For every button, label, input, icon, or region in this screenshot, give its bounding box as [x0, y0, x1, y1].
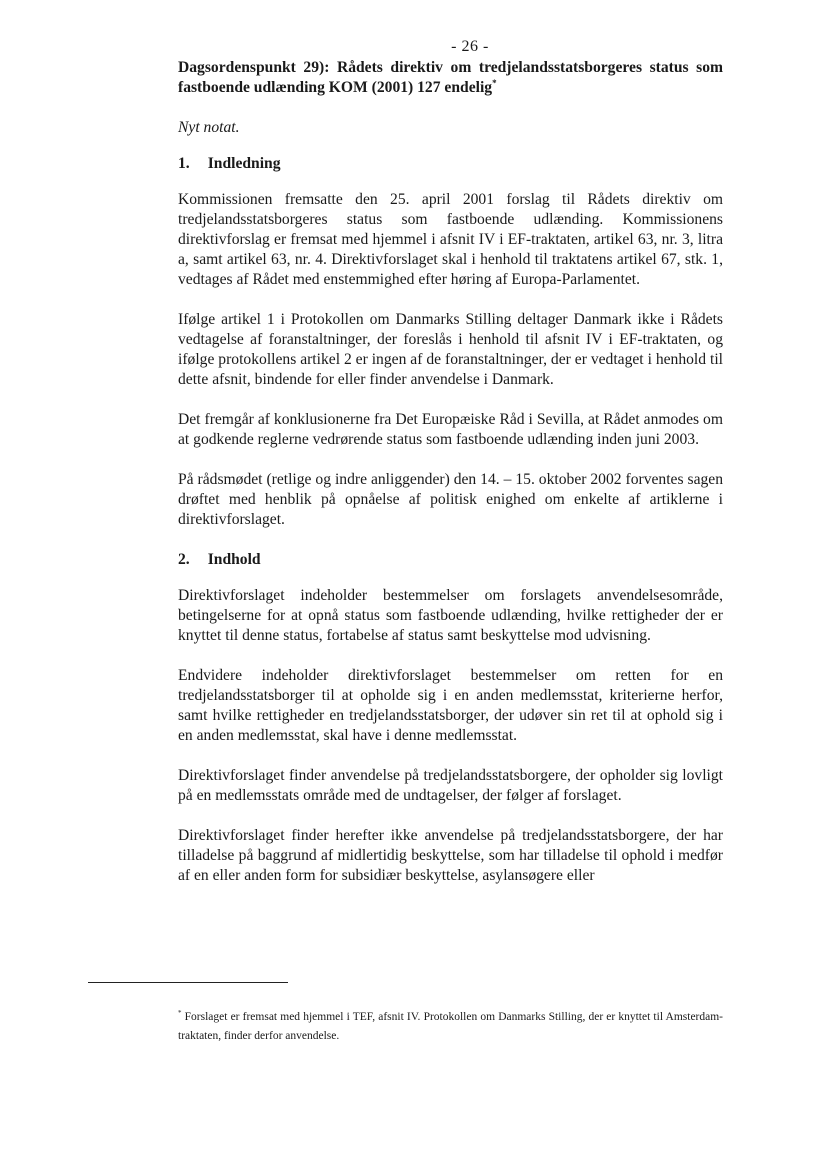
paragraph: Kommissionen fremsatte den 25. april 2001 forslag til Rådets direktiv om tredjelandsstatsborgeres status som fastboende udlænding. Kommissionens direktivforslag er fremsat med hjemmel i afsnit IV i EF-traktaten, artikel 63, nr. 3, litra a, samt artikel 63, nr. 4. Direktivforslaget skal i henhold til traktatens artikel 67, stk. 1, vedtages af Rådet med enstemmighed efter høring af Europa-Parlamentet.	[178, 191, 723, 288]
paragraph: Ifølge artikel 1 i Protokollen om Danmarks Stilling deltager Danmark ikke i Rådets vedtagelse af foranstaltninger, der foreslås i henhold til afsnit IV i EF-traktaten, og ifølge protokollens artikel 2 er ingen af de foranstaltninger, der er vedtaget i henhold til dette afsnit, bindende for eller finder anvendelse i Danmark.	[178, 311, 723, 388]
paragraph: På rådsmødet (retlige og indre anliggender) den 14. – 15. oktober 2002 forventes sagen drøftet med henblik på opnåelse af politisk enighed om enkelte af artiklerne i direktivforslaget.	[178, 471, 723, 528]
section-title: Indledning	[207, 155, 281, 172]
paragraph: Det fremgår af konklusionerne fra Det Europæiske Råd i Sevilla, at Rådet anmodes om at godkende reglerne vedrørende status som fastboende udlænding inden juni 2003.	[178, 411, 723, 448]
page-number: - 26 -	[451, 38, 489, 55]
paragraph: Direktivforslaget indeholder bestemmelser om forslagets anvendelsesområde, betingelserne for at opnå status som fastboende udlænding, hvilke rettigheder der er knyttet til denne status, fortabelse af status samt beskyttelse mod udvisning.	[178, 587, 723, 644]
footnote-reference[interactable]: *	[492, 77, 497, 88]
agenda-title-text: Dagsordenspunkt 29): Rådets direktiv om tredjelandsstatsborgeres status som fastboende udlænding KOM (2001) 127 endelig	[178, 59, 723, 96]
section-heading-indledning	[178, 154, 723, 174]
section-title: Indhold	[207, 551, 261, 568]
footnote	[178, 1008, 723, 1046]
paragraph: Direktivforslaget finder herefter ikke anvendelse på tredjelandsstatsborgere, der har tilladelse på baggrund af midlertidig beskyttelse, som har tilladelse til ophold i medfør af en eller anden form for subsidiær beskyttelse, asylansøgere eller	[178, 827, 723, 884]
paragraph: Direktivforslaget finder anvendelse på tredjelandsstatsborgere, der opholder sig lovligt på en medlemsstats område med de undtagelser, der følger af forslaget.	[178, 767, 723, 804]
footnote-divider	[88, 982, 288, 983]
paragraph: Endvidere indeholder direktivforslaget bestemmelser om retten for en tredjelandsstatsborger til at opholde sig i en anden medlemsstat, kriterierne herfor, samt hvilke rettigheder en tredjelandsstatsborger, der udøver sin ret til at ophold sig i en anden medlemsstat, skal have i denne medlemsstat.	[178, 667, 723, 744]
section-heading-indhold	[178, 550, 723, 570]
agenda-title	[178, 58, 723, 98]
section-number: 1.	[178, 155, 190, 172]
footnote-marker: *	[178, 1009, 182, 1018]
section-number: 2.	[178, 551, 190, 568]
footnote-text: Forslaget er fremsat med hjemmel i TEF, afsnit IV. Protokollen om Danmarks Stilling, der er knyttet til Amsterdam-traktaten, finder derfor anvendelse.	[178, 1011, 724, 1042]
note-type: Nyt notat.	[178, 119, 240, 136]
document-body	[178, 58, 723, 906]
